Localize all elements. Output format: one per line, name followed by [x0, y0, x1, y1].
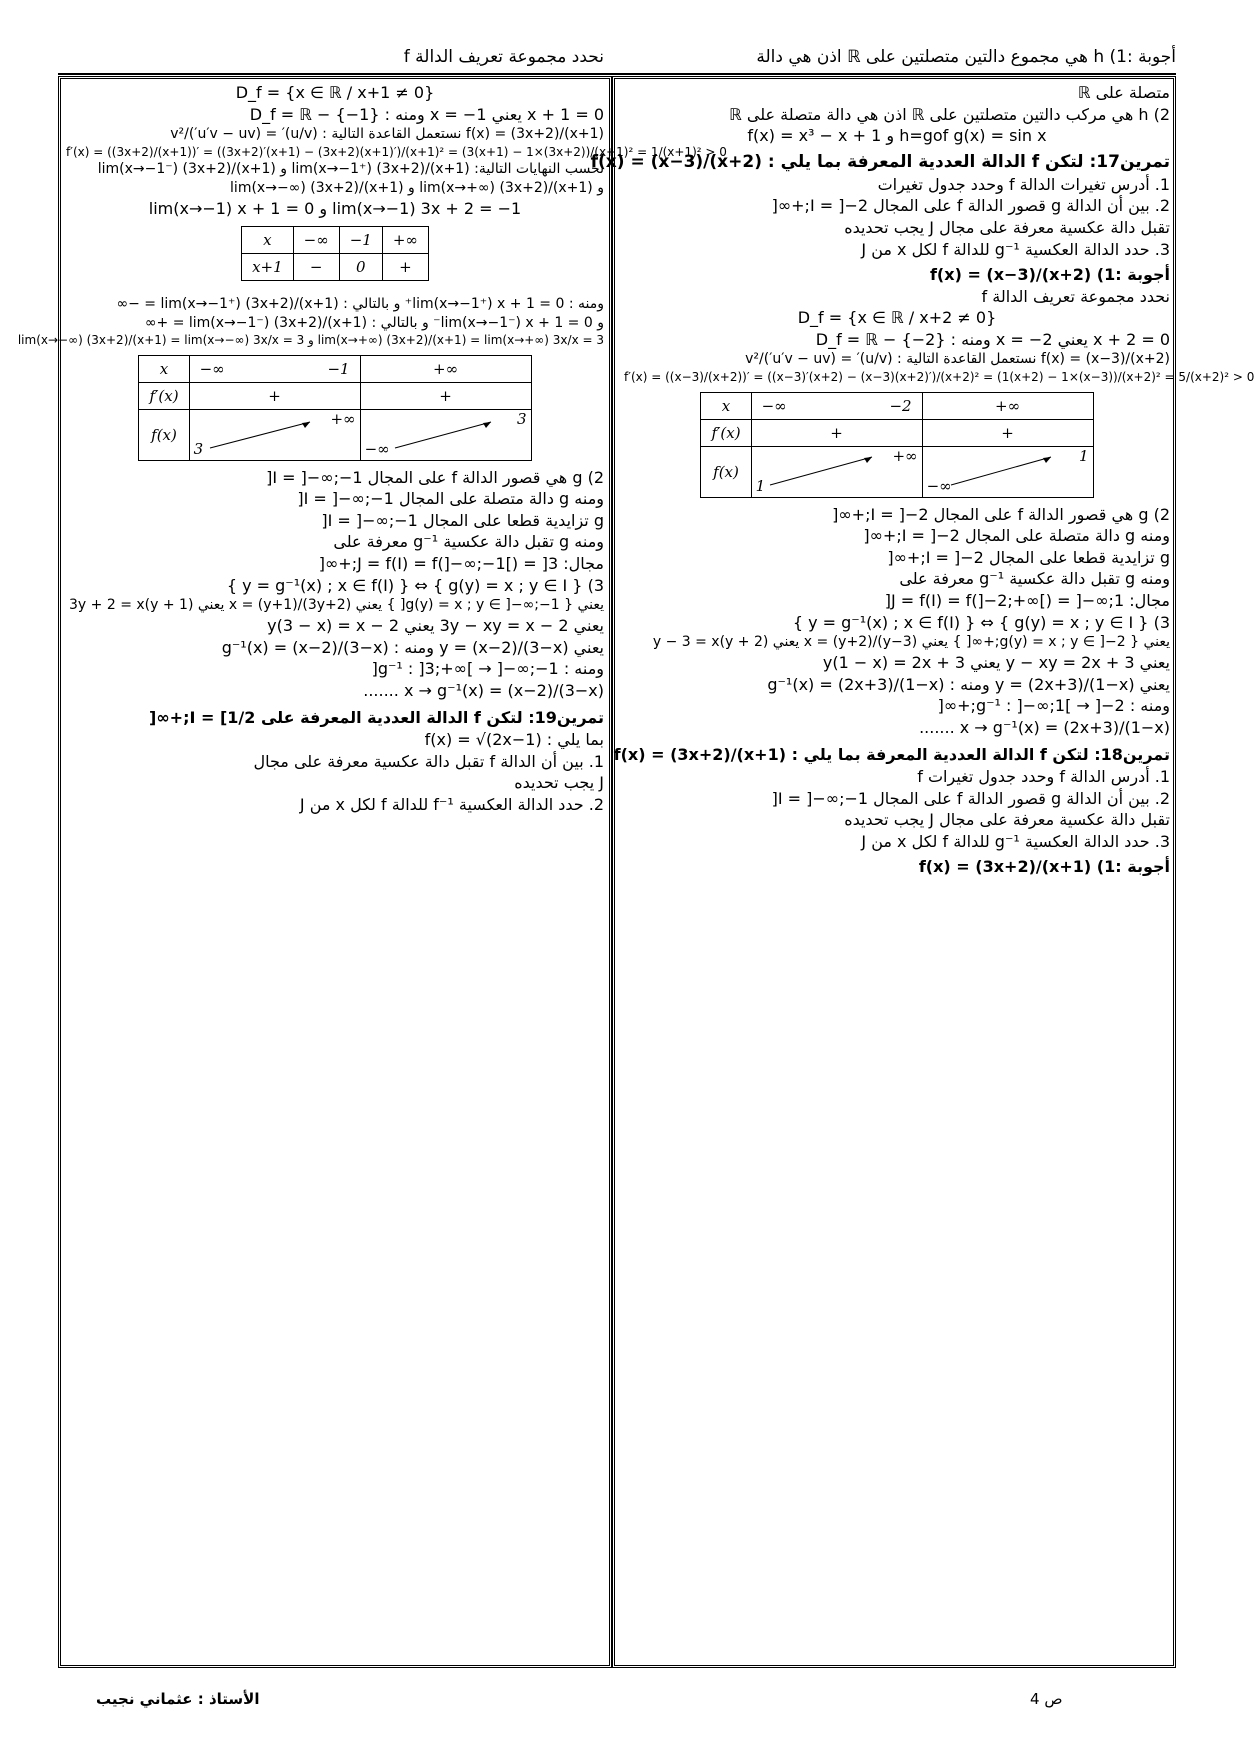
table-cell: +∞ — [360, 355, 531, 382]
exercise-19-title: تمرين19: لتكن f الدالة العددية المعرفة على I = [1/2;+∞[ — [149, 708, 604, 728]
text-line: نحسب النهايات التالية: lim(x→−1⁺) (3x+2)/(x+1) و lim(x→−1⁻) (3x+2)/(x+1) — [97, 161, 604, 178]
text-line: و lim(x→−1⁻) x + 1 = 0⁻ و بالتالي : lim(x→−1⁻) (3x+2)/(x+1) = +∞ — [144, 314, 604, 331]
table-cell: x+1 — [242, 253, 294, 280]
text-line: 1. أدرس تغيرات الدالة f وحدد جدول تغيرات — [877, 174, 1170, 194]
table-cell — [751, 392, 922, 419]
text-line: x + 1 = 0 يعني x = −1 ومنه : D_f = ℝ − {−1} — [249, 104, 604, 124]
text-line: يعني { g(y) = x ; y ∈ ]−2;+∞[ } يعني (y−3)/(y+2) = x يعني y − 3 = x(y + 2) — [652, 634, 1170, 651]
spacer — [66, 287, 604, 295]
text-line: يعني y = (2x+3)/(1−x) ومنه : g⁻¹(x) = (2x+3)/(1−x) — [767, 674, 1170, 694]
answer-title: أجوبة :1) f(x) = (3x+2)/(x+1) — [918, 857, 1170, 877]
table-cell: 0 — [339, 253, 382, 280]
footer-author: الأستاذ : عثماني نجيب — [96, 1690, 260, 1708]
text-line: 1. بين أن الدالة f تقبل دالة عكسية معرفة على مجال — [253, 751, 604, 771]
header-rule — [58, 73, 1176, 75]
table-cell: − — [293, 253, 339, 280]
variation-cell-right — [922, 446, 1093, 497]
text-line: 3) { g(y) = x ; y ∈ I } ⇔ { y = g⁻¹(x) ; x ∈ f(I) } — [792, 612, 1170, 632]
text-line: يعني { g(y) = x ; y ∈ ]−∞;−1[ } يعني (3y+2)/(y+1) = x يعني 3y + 2 = x(y + 1) — [69, 597, 604, 614]
text-line: مجال: J = f(I) = f(]−2;+∞[) = ]−∞;1[ — [884, 590, 1170, 610]
text-line: ومنه g تقبل دالة عكسية g⁻¹ معرفة على — [333, 532, 604, 552]
left-column — [17, 82, 727, 1660]
text-line: نحدد مجموعة تعريف الدالة f — [981, 286, 1170, 306]
variation-table-18 — [138, 355, 531, 461]
variation-value: +∞ — [892, 446, 918, 465]
table-cell-value: −∞ — [199, 359, 225, 378]
header-right: أجوبة :1) h هي مجموع دالتين متصلتين على ℝ اذن هي دالة — [756, 47, 1176, 67]
sign-table — [241, 226, 429, 281]
table-cell: x — [139, 355, 189, 382]
table-cell: + — [189, 382, 360, 409]
variation-value: 3 — [517, 409, 527, 428]
text-line: 3. حدد الدالة العكسية g⁻¹ للدالة f لكل x من J — [861, 831, 1170, 851]
exercise-17-title: تمرين17: لتكن f الدالة العددية المعرفة بما يلي : f(x) = (x−3)/(x+2) — [590, 151, 1170, 172]
variation-value: +∞ — [330, 409, 356, 428]
table-cell-value: −1 — [327, 359, 350, 378]
table-cell: −1 — [339, 226, 382, 253]
exercise-18-title: تمرين18: لتكن f الدالة العددية المعرفة بما يلي : f(x) = (3x+2)/(x+1) — [613, 745, 1170, 765]
variation-value: 1 — [1079, 446, 1089, 465]
increasing-arrow — [190, 410, 340, 456]
text-line: lim(x→+∞) (3x+2)/(x+1) = lim(x→+∞) 3x/x = 3 و lim(x→−∞) (3x+2)/(x+1) = lim(x→−∞) 3x/x = 3 — [17, 333, 604, 348]
table-cell: f(x) — [701, 446, 751, 497]
text-line: مجال: J = f(I) = f(]−∞;−1[) = ]3;+∞[ — [318, 553, 604, 573]
table-cell: + — [360, 382, 531, 409]
table-cell-value: −∞ — [761, 396, 787, 415]
text-line: 2) g هي قصور الدالة f على المجال I = ]−∞;−1[ — [266, 467, 604, 487]
text-line: 2. بين أن الدالة g قصور الدالة f على المجال I = ]−2;+∞[ — [771, 196, 1170, 216]
text-line: ومنه g تقبل دالة عكسية g⁻¹ معرفة على — [899, 569, 1170, 589]
variation-value: 3 — [193, 439, 204, 458]
table-cell: f′(x) — [139, 382, 189, 409]
text-line: f(x) = (x−3)/(x+2) نستعمل القاعدة التالية : (u/v)′ = (u′v − uv′)/v² — [745, 351, 1170, 368]
text-line: ومنه : lim(x→−1⁺) x + 1 = 0⁺ و بالتالي : lim(x→−1⁺) (3x+2)/(x+1) = −∞ — [116, 295, 604, 312]
text-line: x → g⁻¹(x) = (2x+3)/(1−x) ....... — [919, 717, 1170, 737]
table-cell: +∞ — [382, 226, 428, 253]
text-line: f(x) = (3x+2)/(x+1) نستعمل القاعدة التالية : (u/v)′ = (u′v − uv′)/v² — [170, 126, 604, 143]
text-line: يعني 3y − xy = x − 2 يعني y(3 − x) = x − 2 — [267, 616, 604, 636]
text-line: 2. حدد الدالة العكسية f⁻¹ للدالة f لكل x من J — [299, 794, 604, 814]
formula-line: D_f = {x ∈ ℝ / x+1 ≠ 0} — [235, 83, 435, 102]
formula-line: D_f = {x ∈ ℝ / x+2 ≠ 0} — [797, 308, 997, 328]
variation-value: −∞ — [926, 476, 952, 495]
text-line: 3. حدد الدالة العكسية g⁻¹ للدالة f لكل x من J — [861, 239, 1170, 259]
text-line: lim(x→−1) 3x + 2 = −1 و lim(x→−1) x + 1 = 0 — [148, 199, 522, 219]
text-line: 2. بين أن الدالة g قصور الدالة f على المجال I = ]−∞;−1[ — [771, 788, 1170, 808]
variation-table-17 — [700, 392, 1093, 498]
table-cell: + — [751, 419, 922, 446]
variation-cell-left — [751, 446, 922, 497]
answer-title: أجوبة :1) f(x) = (x−3)/(x+2) — [929, 265, 1170, 285]
table-cell: −∞ — [293, 226, 339, 253]
formula-line: h=gof g(x) = sin x و f(x) = x³ − x + 1 — [747, 126, 1047, 146]
text-line: x → g⁻¹(x) = (x−2)/(3−x) ....... — [363, 680, 604, 700]
footer-page-number: ص 4 — [1030, 1690, 1063, 1708]
text-line: يعني y = (x−2)/(3−x) ومنه : g⁻¹(x) = (x−2)/(3−x) — [221, 637, 604, 657]
derivative-line: f′(x) = ((3x+2)/(x+1))′ = ((3x+2)′(x+1) − (3x+2)(x+1)′)/(x+1)² = (3(x+1) − 1×(3x+2))/(x+1)² = 1/(x+1)² > 0 — [66, 145, 727, 160]
table-cell: +∞ — [922, 392, 1093, 419]
table-cell: + — [382, 253, 428, 280]
text-line: 1. أدرس الدالة f وحدد جدول تغيرات f — [917, 766, 1170, 786]
increasing-arrow — [752, 447, 902, 493]
text-line: g تزايدية قطعا على المجال I = ]−∞;−1[ — [321, 510, 604, 530]
text-line: x + 2 = 0 يعني x = −2 ومنه : D_f = ℝ − {−2} — [815, 329, 1170, 349]
text-line: متصلة على ℝ — [1077, 83, 1170, 102]
variation-cell-left — [189, 409, 360, 460]
text-line: ومنه : g⁻¹ : ]−∞;1[ → ]−2;+∞[ — [937, 696, 1170, 716]
text-line: 2) h هي مركب دالتين متصلتين على ℝ اذن هي دالة متصلة على ℝ — [729, 104, 1170, 124]
table-cell: f′(x) — [701, 419, 751, 446]
text-line: يعني y − xy = 2x + 3 يعني y(1 − x) = 2x + 3 — [822, 653, 1170, 672]
text-line: تقبل دالة عكسية معرفة على مجال J يجب تحديده — [844, 810, 1170, 830]
text-line: ومنه : g⁻¹ : ]3;+∞[ → ]−∞;−1[ — [371, 659, 604, 679]
text-line: ومنه g دالة متصلة على المجال I = ]−∞;−1[ — [297, 489, 604, 509]
table-cell: + — [922, 419, 1093, 446]
header-left: نحدد مجموعة تعريف الدالة f — [403, 47, 604, 67]
text-line: تقبل دالة عكسية معرفة على مجال J يجب تحديده — [844, 217, 1170, 237]
right-column — [590, 82, 1254, 1660]
text-line: ومنه g دالة متصلة على المجال I = ]−2;+∞[ — [863, 526, 1170, 546]
table-cell-value: −2 — [889, 396, 912, 415]
derivative-line: f′(x) = ((x−3)/(x+2))′ = ((x−3)′(x+2) − (x−3)(x+2)′)/(x+2)² = (1(x+2) − 1×(x−3))/(x+2)² = 5/(x+2)² > 0 — [624, 370, 1254, 385]
table-cell: f(x) — [139, 409, 189, 460]
text-line: و lim(x→+∞) (3x+2)/(x+1) و lim(x→−∞) (3x+2)/(x+1) — [230, 180, 604, 197]
variation-cell-right — [360, 409, 531, 460]
page-frame — [17, 40, 1254, 1670]
text-line: g تزايدية قطعا على المجال I = ]−2;+∞[ — [887, 547, 1170, 567]
text-line: بما يلي : f(x) = √(2x−1) — [424, 730, 604, 750]
table-cell: x — [701, 392, 751, 419]
variation-value: −∞ — [364, 439, 390, 458]
table-cell — [189, 355, 360, 382]
text-line: 2) g هي قصور الدالة f على المجال I = ]−2;+∞[ — [832, 504, 1170, 524]
table-cell: x — [242, 226, 294, 253]
text-line: J يجب تحديده — [514, 773, 604, 793]
variation-value: 1 — [755, 476, 766, 495]
text-line: 3) { g(y) = x ; y ∈ I } ⇔ { y = g⁻¹(x) ; x ∈ f(I) } — [226, 575, 604, 595]
